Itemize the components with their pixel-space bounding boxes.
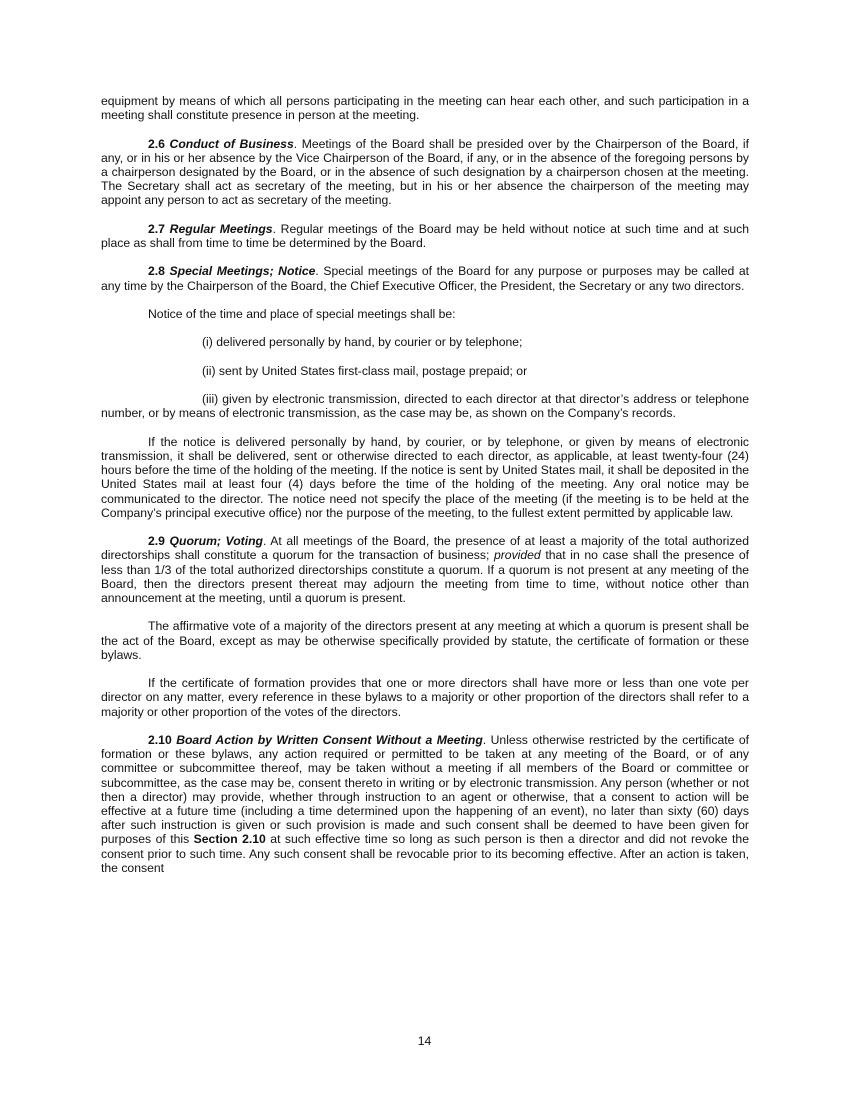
section-text: . Unless otherwise restricted by the certificate of formation or these bylaws, any action required or permitted to be taken at any meeting of the Board, or of any committee or subcommittee thereof, may be taken without a meeting if all members of the Board or committee or subcommittee, as the case may be, consent thereto in writing or by electronic transmission. Any person (whether or not then a director) may provide, whether through instruction to an agent or otherwise, that a consent to action will be effective at a future time (including a time determined upon the happening of an event), no later than sixty (60) days after such instruction is given or such provision is made and such consent shall be deemed to have been given for purposes of this [101,732,749,847]
paragraph-continuation: equipment by means of which all persons participating in the meeting can hear each other, and such participation in a meeting shall constitute presence in person at the meeting. [101,94,749,123]
section-text: . Meetings of the Board shall be presided over by the Chairperson of the Board, if any, or in his or her absence by the Vice Chairperson of the Board, if any, or in the absence of the foregoing persons by a chairperson designated by the Board, or in the absence of such designation by a chairperson chosen at the meeting. The Secretary shall act as secretary of the meeting, but in his or her absence the chairperson of the meeting may appoint any person to act as secretary of the meeting. [101,136,749,208]
section-text: . Special meetings of the Board for any purpose or purposes may be called at any time by the Chairperson of the Board, the Chief Executive Officer, the President, the Secretary or any two directors. [101,264,750,293]
section-number: 2.8 [148,264,165,279]
section-text: . At all meetings of the Board, the presence of at least a majority of the total authorized directorships shall constitute a quorum for the transaction of business; [101,534,749,563]
section-heading: Quorum; Voting [169,534,263,549]
section-2-9 [101,534,749,605]
italic-term: provided [493,548,541,563]
page-body [101,94,749,889]
section-text: . Regular meetings of the Board may be held without notice at such time and at such place as shall from time to time be determined by the Board. [101,221,749,250]
affirmative-vote-paragraph: The affirmative vote of a majority of the directors present at any meeting at which a quorum is present shall be the act of the Board, except as may be otherwise specifically provided by statute, the certificate of formation or these bylaws. [101,619,749,662]
section-heading: Regular Meetings [169,221,273,236]
section-number: 2.6 [148,136,165,151]
section-number: 2.9 [148,534,165,549]
section-2-7 [101,222,749,250]
section-number: 2.10 [148,732,172,747]
section-text: that in no case shall the presence of less than 1/3 of the total authorized directorships constitute a quorum. If a quorum is not present at any meeting of the Board, then the directors present thereat may adjourn the meeting from time to time, without notice other than announcement at the meeting, until a quorum is present. [101,548,750,605]
section-2-10 [101,733,749,875]
section-reference: Section 2.10 [193,832,266,847]
section-text: at such effective time so long as such person is then a director and did not revoke the consent prior to such time. Any such consent shall be revocable prior to its becoming effective. After an action is taken, the consent [101,832,749,875]
notice-intro: Notice of the time and place of special meetings shall be: [148,306,456,321]
section-number: 2.7 [148,221,165,236]
notice-delivery-paragraph: If the notice is delivered personally by hand, by courier, or by telephone, or given by means of electronic transmission, it shall be delivered, sent or otherwise directed to each director, as applicable, at least twenty-four (24) hours before the time of the holding of the meeting. If the notice is sent by United States mail, it shall be deposited in the United States mail at least four (4) days before the time of the holding of the meeting. Any oral notice may be communicated to the director. The notice need not specify the place of the meeting (if the meeting is to be held at the Company’s principal executive office) nor the purpose of the meeting, to the fullest extent permitted by applicable law. [101,434,749,520]
list-item: (i) delivered personally by hand, by courier or by telephone; [202,335,523,350]
section-2-6 [101,137,749,208]
page-number: 14 [417,1034,432,1048]
section-heading: Board Action by Written Consent Without a Meeting [176,732,483,747]
section-heading: Conduct of Business [169,136,294,151]
list-item: (iii) given by electronic transmission, directed to each director at that director’s address or telephone number, or by means of electronic transmission, as the case may be, as shown on the Company’s records. [101,392,749,421]
section-2-8 [101,264,749,292]
section-heading: Special Meetings; Notice [169,264,316,279]
certificate-paragraph: If the certificate of formation provides that one or more directors shall have more or less than one vote per director on any matter, every reference in these bylaws to a majority or other proportion of the directors shall refer to a majority or other proportion of the votes of the directors. [101,676,749,719]
list-item: (ii) sent by United States first-class mail, postage prepaid; or [202,363,528,378]
